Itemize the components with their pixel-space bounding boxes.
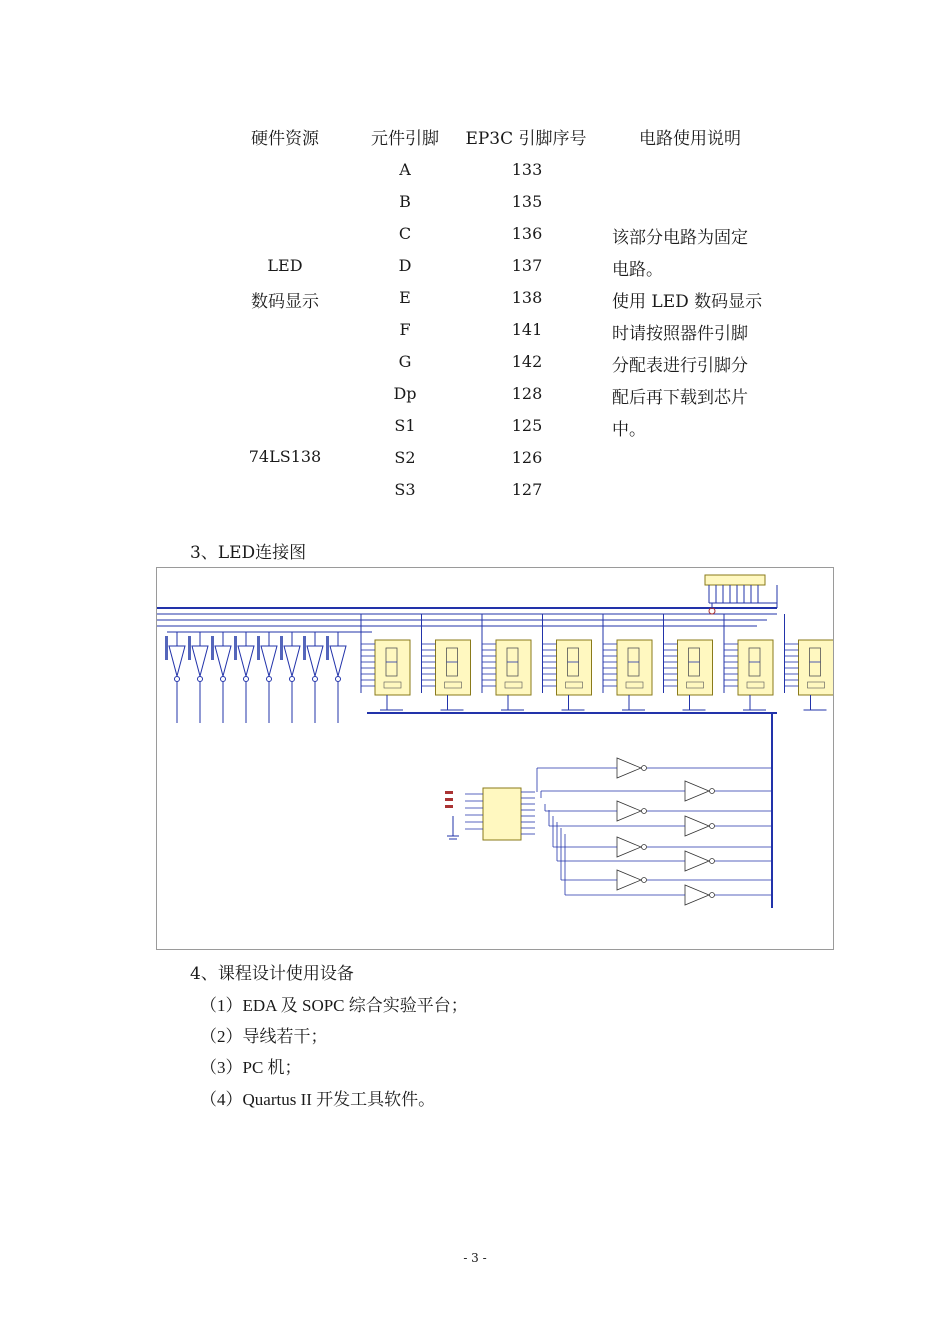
inverter-label	[165, 636, 168, 660]
inverter-gate	[215, 646, 231, 676]
equipment-item: （2）导线若干；	[200, 1027, 328, 1046]
table-row-pin: B	[399, 192, 411, 211]
table-row-num: 127	[511, 480, 543, 499]
table-row-num: 141	[511, 320, 543, 339]
table-row-num: 142	[511, 352, 543, 371]
section4-title: 4、课程设计使用设备	[190, 964, 354, 984]
chip-74ls138	[483, 788, 521, 840]
table-row-num: 133	[511, 160, 543, 179]
table-header-usage: 电路使用说明	[639, 129, 741, 149]
led-connection-diagram	[156, 567, 834, 950]
group-label-74ls138: 74LS138	[248, 447, 322, 466]
decoder-inverter	[685, 885, 709, 905]
table-row-num: 137	[511, 256, 543, 275]
table-row-pin: C	[398, 224, 412, 243]
inverter-label	[326, 636, 329, 660]
schematic-svg	[157, 568, 833, 949]
resistor-pack	[705, 575, 765, 585]
decoder-inverter	[685, 781, 709, 801]
table-row-pin: S1	[394, 416, 416, 435]
decoder-inverter	[685, 816, 709, 836]
table-row-pin: F	[399, 320, 411, 339]
decoder-inverter	[617, 758, 641, 778]
table-row-num: 125	[511, 416, 543, 435]
usage-note	[612, 222, 787, 446]
section3-title: 3、LED连接图	[190, 543, 307, 563]
decoder-inverter-bubble	[710, 893, 715, 898]
inverter-label	[280, 636, 283, 660]
inverter-label	[188, 636, 191, 660]
inverter-bubble	[267, 677, 272, 682]
chip-input-label	[445, 791, 453, 794]
decoder-inverter	[617, 870, 641, 890]
table-row-pin: S2	[394, 448, 416, 467]
usage-note-line: 配后再下载到芯片	[612, 388, 748, 408]
decoder-inverter	[617, 837, 641, 857]
table-header-ep3c: EP3C 引脚序号	[465, 129, 587, 149]
chip-input-label	[445, 805, 453, 808]
table-row-pin: E	[399, 288, 411, 307]
table-row-pin: Dp	[393, 384, 417, 403]
decoder-inverter-bubble	[710, 789, 715, 794]
inverter-label	[234, 636, 237, 660]
group-label-led: LED	[267, 256, 303, 275]
inverter-bubble	[221, 677, 226, 682]
usage-note-line: 中。	[612, 420, 646, 440]
inverter-gate	[330, 646, 346, 676]
inverter-gate	[284, 646, 300, 676]
inverter-bubble	[244, 677, 249, 682]
inverter-gate	[261, 646, 277, 676]
usage-note-line: 使用 LED 数码显示	[612, 292, 763, 312]
decoder-inverter-bubble	[642, 878, 647, 883]
equipment-item: （4）Quartus II 开发工具软件。	[200, 1090, 436, 1109]
decoder-inverter-bubble	[642, 766, 647, 771]
inverter-label	[211, 636, 214, 660]
inverter-label	[303, 636, 306, 660]
table-row-pin: D	[398, 256, 412, 275]
inverter-gate	[192, 646, 208, 676]
decoder-inverter-bubble	[710, 824, 715, 829]
chip-input-label	[445, 798, 453, 801]
usage-note-line: 时请按照器件引脚	[612, 324, 748, 344]
table-row-num: 126	[511, 448, 543, 467]
page-number: - 3 -	[463, 1251, 487, 1265]
inverter-bubble	[175, 677, 180, 682]
table-row-num: 128	[511, 384, 543, 403]
inverter-label	[257, 636, 260, 660]
table-row-pin: G	[398, 352, 412, 371]
inverter-gate	[238, 646, 254, 676]
decoder-inverter-bubble	[642, 809, 647, 814]
inverter-gate	[169, 646, 185, 676]
table-row-pin: A	[399, 160, 411, 179]
usage-note-line: 分配表进行引脚分	[612, 356, 748, 376]
table-header-hardware: 硬件资源	[251, 129, 319, 149]
inverter-bubble	[336, 677, 341, 682]
inverter-bubble	[313, 677, 318, 682]
equipment-item: （1）EDA 及 SOPC 综合实验平台；	[200, 996, 468, 1015]
inverter-bubble	[198, 677, 203, 682]
decoder-inverter-bubble	[710, 859, 715, 864]
usage-note-line: 电路。	[612, 260, 663, 280]
inverter-bubble	[290, 677, 295, 682]
table-row-num: 136	[511, 224, 543, 243]
inverter-gate	[307, 646, 323, 676]
table-row-pin: S3	[394, 480, 416, 499]
decoder-inverter-bubble	[642, 845, 647, 850]
decoder-inverter	[685, 851, 709, 871]
table-row-num: 138	[511, 288, 543, 307]
equipment-item: （3）PC 机；	[200, 1058, 302, 1077]
group-label-led-display: 数码显示	[251, 292, 319, 312]
usage-note-line: 该部分电路为固定	[612, 228, 748, 248]
table-header-pin: 元件引脚	[371, 129, 439, 149]
table-row-num: 135	[511, 192, 543, 211]
decoder-inverter	[617, 801, 641, 821]
